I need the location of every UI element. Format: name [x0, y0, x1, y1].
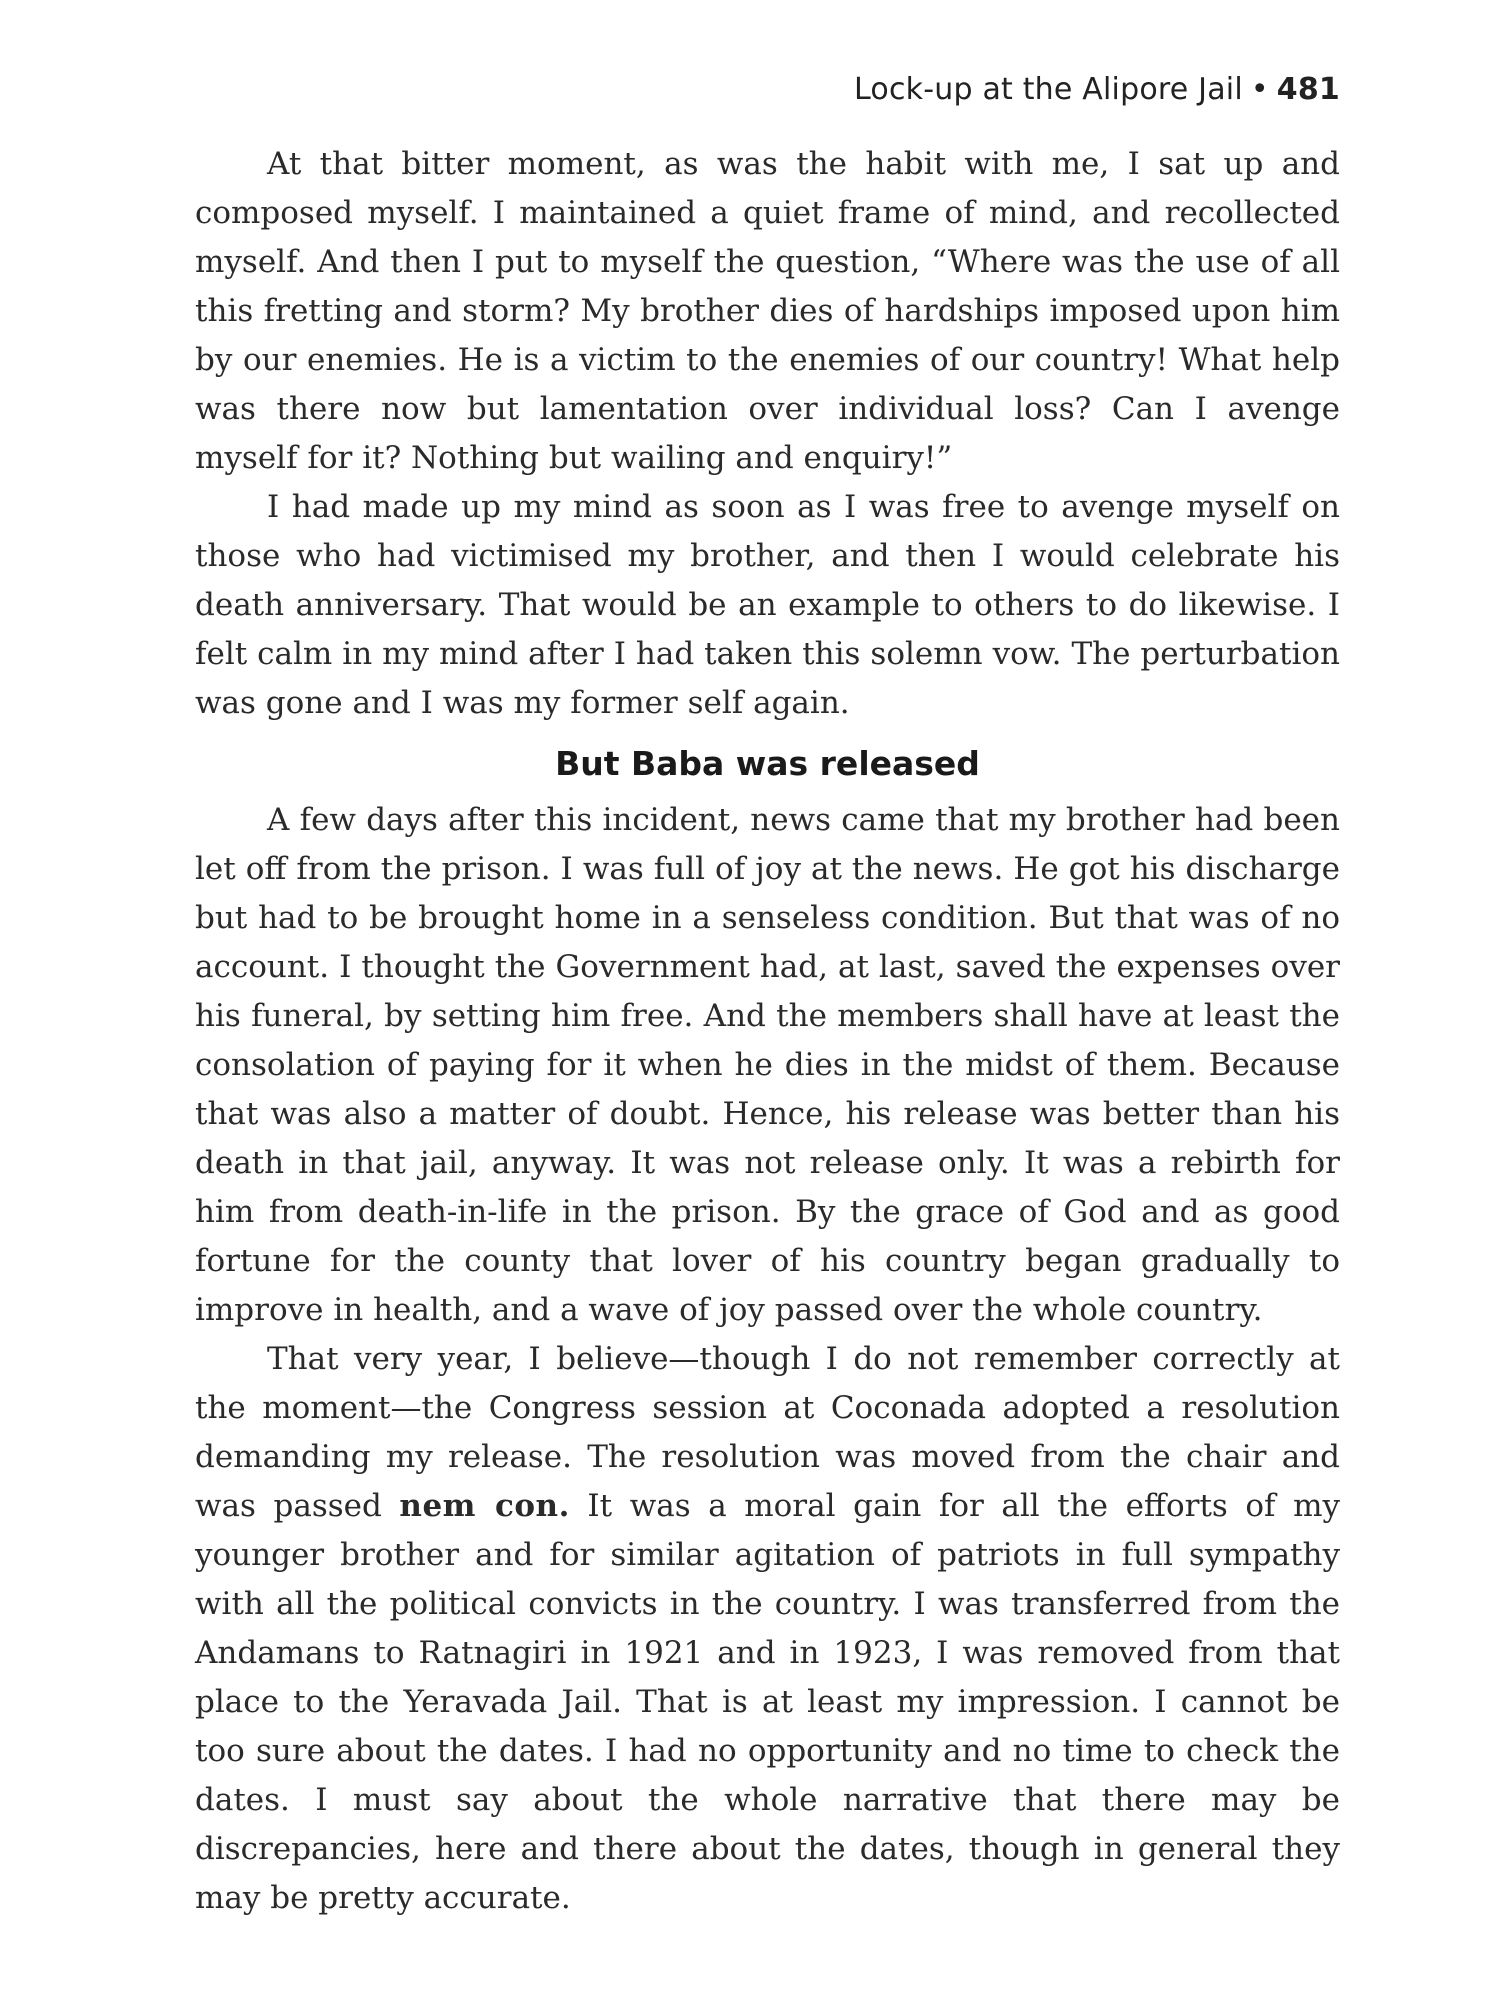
paragraph-3: A few days after this incident, news came that my brother had been let off from the prison. I was full of joy at the news. He got his discharge but had to be brought home in a senseless condition. But that was of no account. I thought the Government had, at last, saved the expenses over his funeral, by setting him free. And the members shall have at least the consolation of paying for it when he dies in the midst of them. Because that was also a matter of doubt. Hence, his release was better than his death in that jail, anyway. It was not release only. It was a rebirth for him from death-in-life in the prison. By the grace of God and as good fortune for the county that lover of his country began gradually to improve in health, and a wave of joy passed over the whole country. [195, 802, 1340, 1328]
running-header [195, 72, 1340, 107]
page-number: 481 [1276, 72, 1340, 107]
section-heading: But Baba was released [555, 744, 980, 783]
paragraph-2: I had made up my mind as soon as I was free to avenge myself on those who had victimised my brother, and then I would celebrate his death anniversary. That would be an example to others to do likewise. I felt calm in my mind after I had taken this solemn vow. The perturbation was gone and I was my former self again. [195, 489, 1340, 721]
paragraph-1: At that bitter moment, as was the habit with me, I sat up and composed myself. I maintained a quiet frame of mind, and recollected myself. And then I put to myself the question, “Where was the use of all this fretting and storm? My brother dies of hardships imposed upon him by our enemies. He is a victim to the enemies of our country! What help was there now but lamentation over individual loss? Can I avenge myself for it? Nothing but wailing and enquiry!” [195, 146, 1340, 476]
header-separator: • [1250, 72, 1269, 107]
paragraph-4 [195, 1335, 1340, 1923]
paragraph-4-text-start: That very year, I believe—though I do not remember correctly at the moment—the Congress session at Coconada adopted a resolution demanding my release. The resolution was moved from the chair and was passed [195, 1341, 1340, 1524]
paragraph-4-bold-phrase: nem con. [399, 1488, 570, 1524]
body-text [195, 140, 1340, 1923]
paragraph-4-text-end: It was a moral gain for all the efforts of my younger brother and for similar agitation of patriots in full sympathy with all the political convicts in the country. I was transferred from the Andamans to Ratnagiri in 1921 and in 1923, I was removed from that place to the Yeravada Jail. That is at least my impression. I cannot be too sure about the dates. I had no opportunity and no time to check the dates. I must say about the whole narrative that there may be discrepancies, here and there about the dates, though in general they may be pretty accurate. [195, 1488, 1340, 1916]
running-title: Lock-up at the Alipore Jail [854, 72, 1243, 107]
